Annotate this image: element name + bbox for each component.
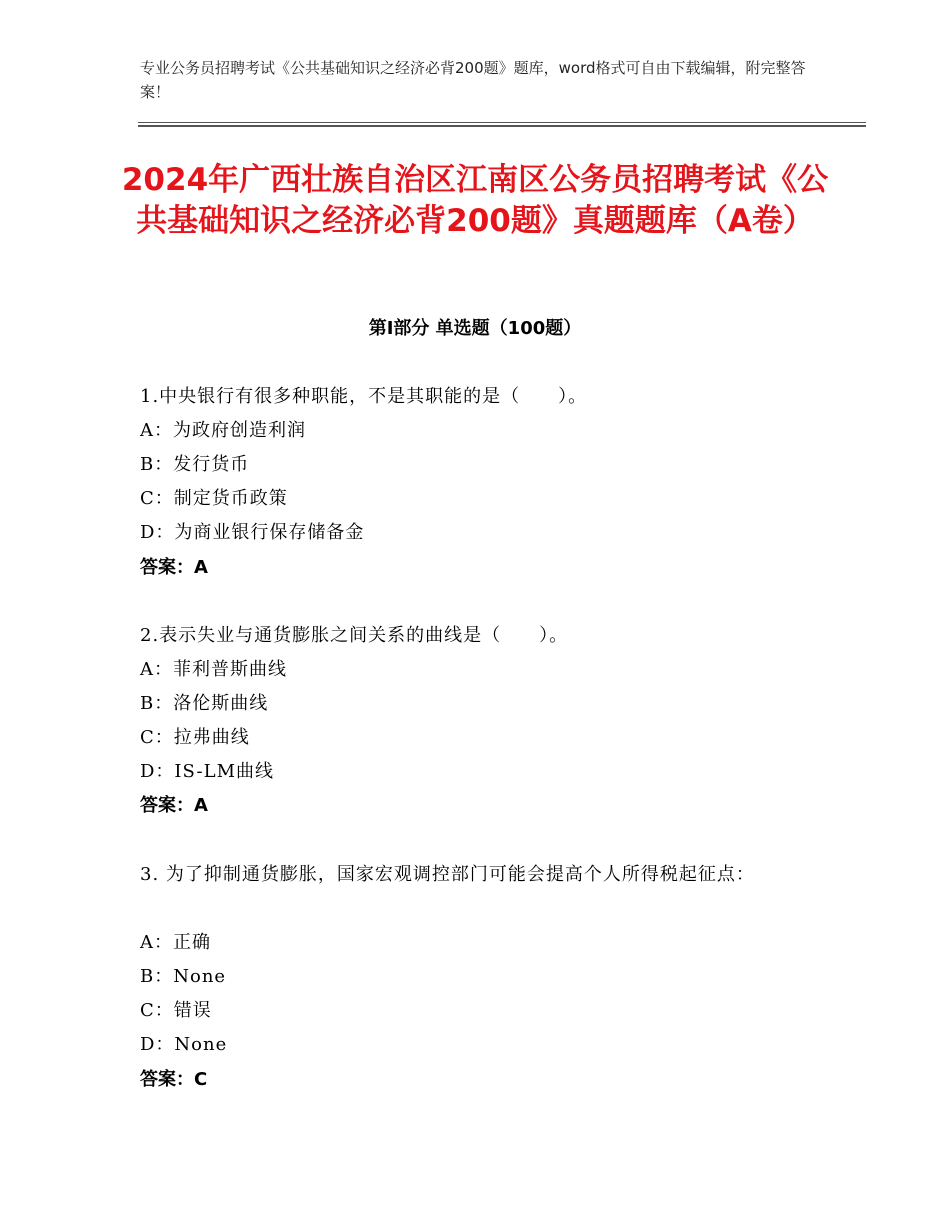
question-stem: 2.表示失业与通货膨胀之间关系的曲线是（ ）。	[140, 625, 569, 646]
option-d: D：IS-LM曲线	[140, 761, 274, 782]
option-a: A：为政府创造利润	[140, 420, 306, 441]
question-stem: 1.中央银行有很多种职能，不是其职能的是（ ）。	[140, 386, 588, 407]
document-title: 2024年广西壮族自治区江南区公务员招聘考试《公共基础知识之经济必背200题》真题题库（A卷）	[121, 162, 829, 239]
header-divider-thick	[138, 125, 866, 127]
answer: 答案：A	[140, 557, 208, 578]
answer: 答案：A	[140, 795, 208, 816]
option-a: A：菲利普斯曲线	[140, 659, 287, 680]
option-c: C：错误	[140, 1000, 212, 1021]
option-b: B：None	[140, 966, 227, 987]
question-stem: 3. 为了抑制通货膨胀，国家宏观调控部门可能会提高个人所得税起征点：	[140, 864, 755, 885]
option-c: C：制定货币政策	[140, 488, 288, 509]
option-d: D：None	[140, 1034, 228, 1055]
option-b: B：发行货币	[140, 454, 250, 475]
answer: 答案：C	[140, 1069, 208, 1090]
section-heading: 第Ⅰ部分 单选题（100题）	[368, 318, 582, 339]
header-note: 专业公务员招聘考试《公共基础知识之经济必背200题》题库，word格式可自由下载编辑，附完整答案！	[140, 59, 806, 101]
option-c: C：拉弗曲线	[140, 727, 250, 748]
option-b: B：洛伦斯曲线	[140, 693, 269, 714]
option-d: D：为商业银行保存储备金	[140, 522, 365, 543]
option-a: A：正确	[140, 932, 211, 953]
header-divider-thin	[138, 122, 866, 123]
